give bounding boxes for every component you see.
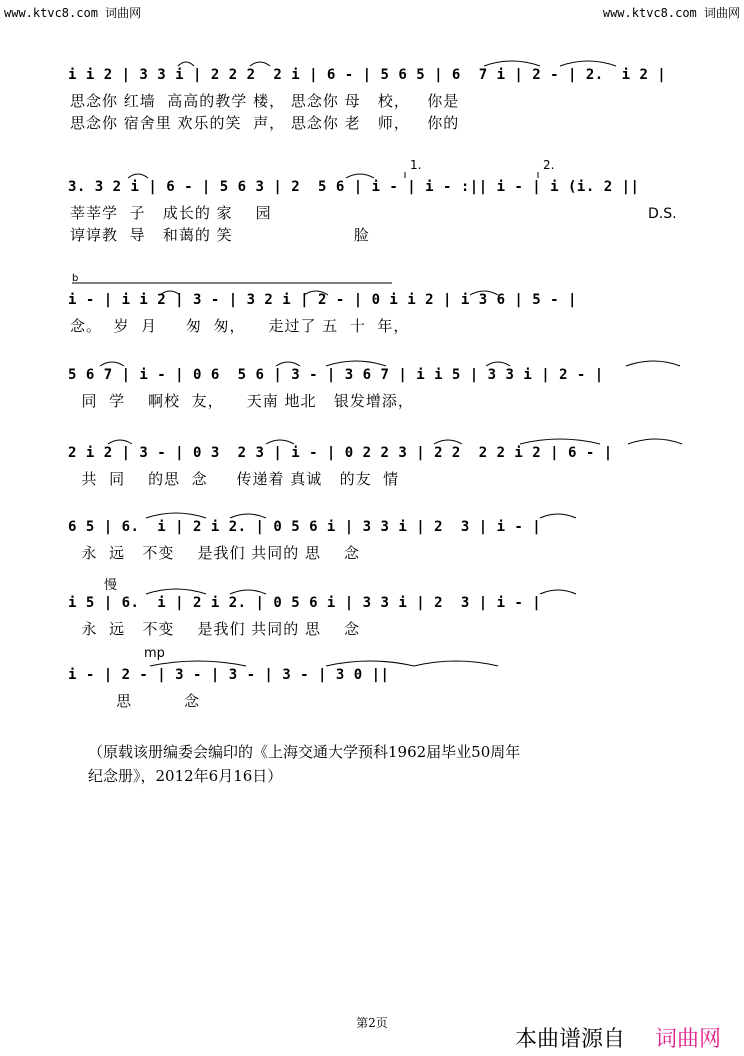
first-ending-label: 1. xyxy=(410,158,422,172)
lyric-line: 永 远 不变 是我们 共同的 思 念 xyxy=(70,620,361,638)
source-note-line-1: （原载该册编委会编印的《上海交通大学预科1962届毕业50周年 xyxy=(88,743,521,761)
score-system-2 xyxy=(0,158,744,252)
second-ending-label: 2. xyxy=(543,158,555,172)
dal-segno-mark: D.S. xyxy=(648,206,677,222)
lyric-line: 永 远 不变 是我们 共同的 思 念 xyxy=(70,544,361,562)
notation-line: i - | 2 - | 3 - | 3 - | 3 - | 3 0 || xyxy=(68,667,390,683)
score-system-7 xyxy=(0,578,744,668)
notation-line: i i 2 | 3 3 i | 2 2 2 2 i | 6 - | 5 6 5 | 6 7 i | 2 - | 2. i 2 | xyxy=(68,67,667,83)
segno-mark: b xyxy=(72,273,79,284)
lyric-line: 念。 岁 月 匆 匆， 走过了 五 十 年， xyxy=(70,317,410,335)
page-number: 第2页 xyxy=(356,1016,388,1030)
footer-source-label: 本曲谱源自 xyxy=(515,1027,626,1052)
lyric-verse-2: 谆谆教 导 和蔼的 笑 脸 xyxy=(70,226,370,244)
score-system-1 xyxy=(0,60,744,140)
header-site-url-left[interactable]: www.ktvc8.com 词曲网 xyxy=(4,6,142,20)
lyric-line: 同 学 啊校 友， 天南 地北 银发增添， xyxy=(70,392,414,410)
tempo-mark: 慢 xyxy=(104,578,118,593)
score-system-3 xyxy=(0,273,744,365)
source-note-line-2: 纪念册》，2012年6月16日） xyxy=(88,767,283,785)
score-system-4 xyxy=(0,360,744,440)
source-note xyxy=(88,740,688,788)
lyric-verse-1: 莘莘学 子 成长的 家 园 xyxy=(70,204,272,222)
notation-line: i - | i i 2 | 3 - | 3 2 i | 2 - | 0 i i 2 | i 3 6 | 5 - | xyxy=(68,292,577,308)
header-site-url-right[interactable]: www.ktvc8.com 词曲网 xyxy=(602,6,740,20)
lyric-line: 共 同 的思 念 传递着 真诚 的友 情 xyxy=(70,470,400,488)
lyric-verse-1: 思念你 红墙 高高的教学 楼， 思念你 母 校， 你是 xyxy=(70,92,460,110)
dynamic-mark: mp xyxy=(144,646,165,661)
lyric-line: 思 念 xyxy=(70,692,201,710)
score-system-5 xyxy=(0,438,744,518)
notation-line: 3. 3 2 i | 6 - | 5 6 3 | 2 5 6 | i - | i - :|| i - | i (i. 2 || xyxy=(68,179,640,195)
footer-brand-link[interactable]: 词曲网 xyxy=(655,1027,722,1052)
notation-line: 5 6 7 | i - | 0 6 5 6 | 3 - | 3 6 7 | i i 5 | 3 3 i | 2 - | xyxy=(68,367,604,383)
notation-line: i 5 | 6. i | 2 i 2. | 0 5 6 i | 3 3 i | 2 3 | i - | xyxy=(68,595,542,611)
score-system-8 xyxy=(0,646,744,740)
notation-line: 2 i 2 | 3 - | 0 3 2 3 | i - | 0 2 2 3 | 2 2 2 2 i 2 | 6 - | xyxy=(68,445,613,461)
lyric-verse-2: 思念你 宿舍里 欢乐的笑 声， 思念你 老 师， 你的 xyxy=(70,114,460,132)
notation-line: 6 5 | 6. i | 2 i 2. | 0 5 6 i | 3 3 i | 2 3 | i - | xyxy=(68,519,542,535)
